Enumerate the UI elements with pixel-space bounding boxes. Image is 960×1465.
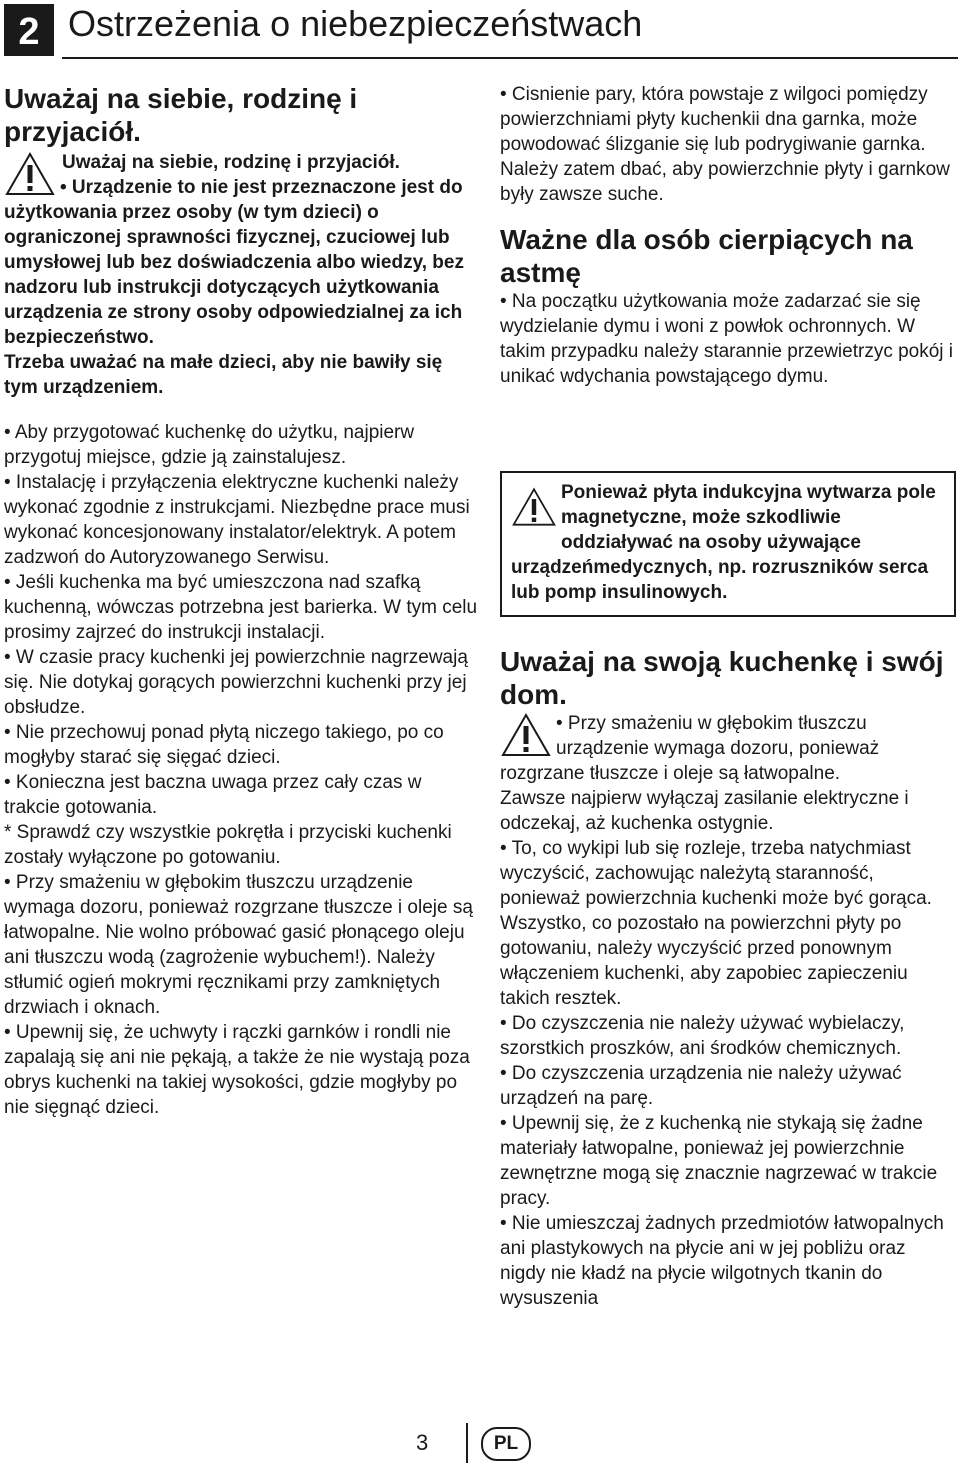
list-item: Zawsze najpierw wyłączaj zasilanie elektryczne i odczekaj, aż kuchenka ostygnie.	[500, 788, 909, 834]
list-item: • Jeśli kuchenka ma być umieszczona nad szafką kuchenną, wówczas potrzebna jest barierka. W tym celu prosimy zajrzeć do instrukcji instalacji.	[4, 572, 478, 643]
warning-children: Trzeba uważać na małe dzieci, aby nie bawiły się tym urządzeniem.	[4, 352, 443, 398]
right-column	[500, 82, 956, 1311]
footer-divider	[466, 1423, 468, 1463]
page-number: 3	[416, 1430, 429, 1455]
family-warning	[4, 150, 478, 400]
list-item: * Sprawdź czy wszystkie pokrętła i przyciski kuchenki zostały wyłączone po gotowaniu.	[4, 822, 452, 868]
section-heading-home: Uważaj na swoją kuchenkę i swój dom.	[500, 646, 944, 710]
chapter-number: 2	[4, 4, 54, 56]
list-item: • Konieczna jest baczna uwaga przez cały czas w trakcie gotowania.	[4, 772, 422, 818]
list-item: • Aby przygotować kuchenkę do użytku, najpierw przygotuj miejsce, gdzie ją zainstalujesz.	[4, 422, 415, 468]
home-warning	[500, 711, 956, 786]
list-item: • To, co wykipi lub się rozleje, trzeba natychmiast wyczyścić, zachowując należytą staranność, ponieważ powierzchnia kuchenki może być gorąca. Wszystko, co pozostało na powierzchni płyty po gotowaniu, należy wyczyścić przed ponownym włączeniem kuchenki, aby zapobiec zapieczeniu takich resztek.	[500, 838, 932, 1009]
list-item: • Przy smażeniu w głębokim tłuszczu urządzenie wymaga dozoru, ponieważ rozgrzane tłuszcze i oleje są łatwopalne. Nie wolno próbować gasić płonącego oleju ani tłuszczu wodą (zagrożenie wybuchem!). Należy stłumić ogień mokrymi ręcznikami przy zamkniętych drzwiach i oknach.	[4, 872, 473, 1018]
list-item: • Nie umieszczaj żadnych przedmiotów łatwopalnych ani plastykowych na płycie ani w jej pobliżu oraz nigdy nie kładź na płycie wilgotnych tkanin do wysuszenia	[500, 1213, 944, 1309]
magnetic-field-warning-text: Ponieważ płyta indukcyjna wytwarza pole magnetyczne, może szkodliwie oddziaływać na osoby używające urządzeńmedycznych, np. rozruszników serca lub pomp insulinowych.	[511, 482, 936, 603]
home-warning-text: • Przy smażeniu w głębokim tłuszczu urządzenie wymaga dozoru, ponieważ rozgrzane tłuszcze i oleje są łatwopalne.	[500, 713, 880, 784]
asthma-text: • Na początku użytkowania może zadarzać sie się wydzielanie dymu i woni z powłok ochronnych. W takim przypadku należy starannie przewietrzyc pokój i unikać wdychania powstającego dymu.	[500, 291, 954, 387]
chapter-header	[0, 0, 960, 60]
language-badge: PL	[481, 1427, 531, 1461]
list-item: • Do czyszczenia urządzenia nie należy używać urządzeń na parę.	[500, 1063, 902, 1109]
list-item: • Do czyszczenia nie należy używać wybielaczy, szorstkich proszków, ani środków chemicznych.	[500, 1013, 905, 1059]
warning-body: • Urządzenie to nie jest przeznaczone jest do użytkowania przez osoby (w tym dzieci) o ograniczonej sprawności fizycznej, czuciowej lub umysłowej lub bez doświadczenia albo wiedzy, bez nadzoru lub instrukcji dotyczących użytkowania urządzenia ze strony osoby odpowiedzialnej za ich bezpieczeństwo.	[4, 177, 464, 348]
header-rule	[62, 57, 958, 59]
section-heading-asthma: Ważne dla osób cierpiących na astmę	[500, 224, 913, 288]
left-column	[4, 82, 478, 1120]
section-heading-family: Uważaj na siebie, rodzinę i przyjaciół.	[4, 83, 358, 147]
warning-icon	[4, 150, 56, 198]
safety-list	[4, 420, 478, 1120]
warning-icon	[511, 484, 557, 532]
list-item: • W czasie pracy kuchenki jej powierzchnie nagrzewają się. Nie dotykaj gorących powierzchni kuchenki przy jej obsłudze.	[4, 647, 468, 718]
list-item: • Upewnij się, że uchwyty i rączki garnków i rondli nie zapalają się ani nie pękają, a także że nie wystają poza obrys kuchenki na takiej wysokości, gdzie mogłyby po nie sięgnąć dzieci.	[4, 1022, 470, 1118]
magnetic-field-warning-box	[500, 471, 956, 617]
list-item: • Instalację i przyłączenia elektryczne kuchenki należy wykonać zgodnie z instrukcjami. Niezbędne prace musi wykonać koncesjonowany instalator/elektryk. A potem zadzwoń do Autoryzowanego Serwisu.	[4, 472, 470, 568]
list-item: • Upewnij się, że z kuchenką nie stykają się żadne materiały łatwopalne, ponieważ jej powierzchnie zewnętrzne mogą się znacznie nagrzewać w trakcie pracy.	[500, 1113, 938, 1209]
chapter-title: Ostrzeżenia o niebezpieczeństwach	[68, 3, 643, 44]
warning-intro: Uważaj na siebie, rodzinę i przyjaciół.	[62, 152, 400, 173]
steam-pressure-item: • Cisnienie pary, która powstaje z wilgoci pomiędzy powierzchniami płyty kuchenkii dna garnka, może powodować ślizganie się lub podrygiwanie garnka. Należy zatem dbać, aby powierzchnie płyty i garnkow były zawsze suche.	[500, 84, 950, 205]
list-item: • Nie przechowuj ponad płytą niczego takiego, po co mogłyby starać się sięgać dzieci.	[4, 722, 444, 768]
warning-icon	[500, 711, 552, 759]
